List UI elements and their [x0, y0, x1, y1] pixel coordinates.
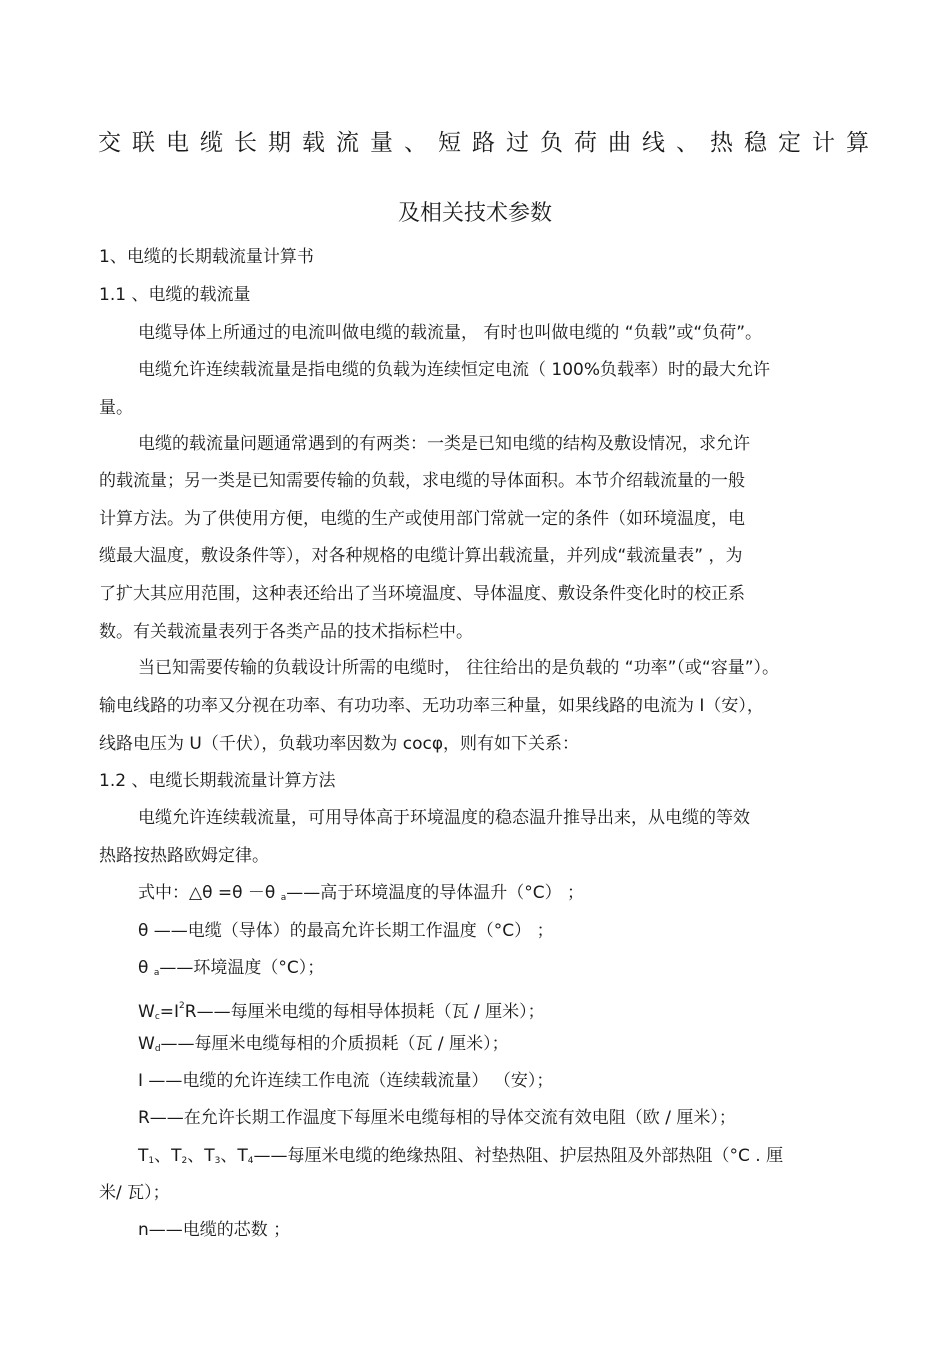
definition-temperature-rise	[138, 882, 584, 909]
paragraph-3-line-4: 缆最大温度，敷设条件等），对各种规格的电缆计算出载流量，并列成“载流量表” ，为	[99, 546, 743, 566]
definition-ambient-temperature	[138, 957, 324, 984]
paragraph-4-line-2: 输电线路的功率又分视在功率、有功功率、无功功率三种量，如果线路的电流为 I（安），	[99, 696, 764, 716]
definition-text: =I	[159, 1002, 180, 1022]
paragraph-3-line-3: 计算方法。为了供使用方便，电缆的生产或使用部门常就一定的条件（如环境温度，电	[99, 509, 745, 529]
subscript-a: a	[280, 893, 287, 903]
title-line-2: 及相关技术参数	[397, 201, 552, 226]
paragraph-3-line-6: 数。有关载流量表列于各类产品的技术指标栏中。	[99, 622, 473, 642]
paragraph-5-line-2: 热路按热路欧姆定律。	[99, 846, 269, 866]
subscript-a: a	[153, 968, 160, 978]
subscript-4: 4	[247, 1156, 254, 1166]
definition-text: 式中：△θ =θ －θ	[138, 883, 281, 903]
paragraph-3-line-1: 电缆的载流量问题通常遇到的有两类：一类是已知电缆的结构及敷设情况，求允许	[138, 434, 750, 454]
definition-text: ——高于环境温度的导体温升（°C） ；	[286, 883, 585, 903]
definition-max-temperature: θ ——电缆（导体）的最高允许长期工作温度（°C） ；	[138, 921, 554, 941]
definition-text: ——环境温度（°C）；	[159, 958, 325, 978]
definition-thermal-resistance	[138, 1145, 783, 1172]
definition-text: W	[138, 1034, 155, 1054]
definition-text: R——每厘米电缆的每相导体损耗（瓦 / 厘米）；	[184, 1002, 545, 1022]
paragraph-1: 电缆导体上所通过的电流叫做电缆的载流量， 有时也叫做电缆的 “负载”或“负荷”。	[138, 323, 763, 343]
definition-thermal-resistance-line-2: 米/ 瓦）；	[99, 1183, 170, 1203]
subscript-3: 3	[214, 1156, 221, 1166]
title-line-1: 交联电缆长期载流量、短路过负荷曲线、热稳定计算	[98, 130, 880, 156]
section-1-1-heading: 1.1 、电缆的载流量	[99, 285, 251, 305]
subscript-c: c	[154, 1012, 160, 1022]
definition-text: ——每厘米电缆每相的介质损耗（瓦 / 厘米）；	[160, 1034, 509, 1054]
definition-text: 、T	[220, 1146, 248, 1166]
subscript-2: 2	[181, 1156, 188, 1166]
definition-text: 、T	[154, 1146, 182, 1166]
definition-conductor-loss	[138, 995, 545, 1028]
definition-text: θ	[138, 958, 154, 978]
definition-resistance: R——在允许长期工作温度下每厘米电缆每相的导体交流有效电阻（欧 / 厘米）；	[138, 1108, 736, 1128]
subscript-d: d	[154, 1044, 161, 1054]
subscript-1: 1	[148, 1156, 155, 1166]
section-1-heading: 1、电缆的长期载流量计算书	[99, 247, 314, 267]
definition-text: 、T	[187, 1146, 215, 1166]
paragraph-3-line-2: 的载流量；另一类是已知需要传输的负载，求电缆的导体面积。本节介绍载流量的一般	[99, 471, 745, 491]
paragraph-3-line-5: 了扩大其应用范围，这种表还给出了当环境温度、导体温度、敷设条件变化时的校正系	[99, 584, 745, 604]
paragraph-2-line-2: 量。	[99, 398, 133, 418]
definition-core-count: n——电缆的芯数 ；	[138, 1220, 291, 1240]
definition-text: ——每厘米电缆的绝缘热阻、衬垫热阻、护层热阻及外部热阻（°C . 厘	[253, 1146, 784, 1166]
paragraph-5-line-1: 电缆允许连续载流量，可用导体高于环境温度的稳态温升推导出来，从电缆的等效	[138, 808, 750, 828]
superscript-2: 2	[179, 1001, 185, 1011]
definition-text: T	[138, 1146, 149, 1166]
paragraph-2-line-1: 电缆允许连续载流量是指电缆的负载为连续恒定电流（ 100%负载率）时的最大允许	[138, 360, 771, 380]
section-1-2-heading: 1.2 、电缆长期载流量计算方法	[99, 771, 336, 791]
paragraph-4-line-1: 当已知需要传输的负载设计所需的电缆时， 往往给出的是负载的 “功率”（或“容量”）。	[138, 658, 780, 678]
definition-dielectric-loss	[138, 1033, 509, 1060]
paragraph-4-line-3: 线路电压为 U（千伏），负载功率因数为 cocφ，则有如下关系：	[99, 734, 580, 754]
definition-text: W	[138, 1002, 155, 1022]
definition-current: I ——电缆的允许连续工作电流（连续载流量） （安）；	[138, 1071, 554, 1091]
